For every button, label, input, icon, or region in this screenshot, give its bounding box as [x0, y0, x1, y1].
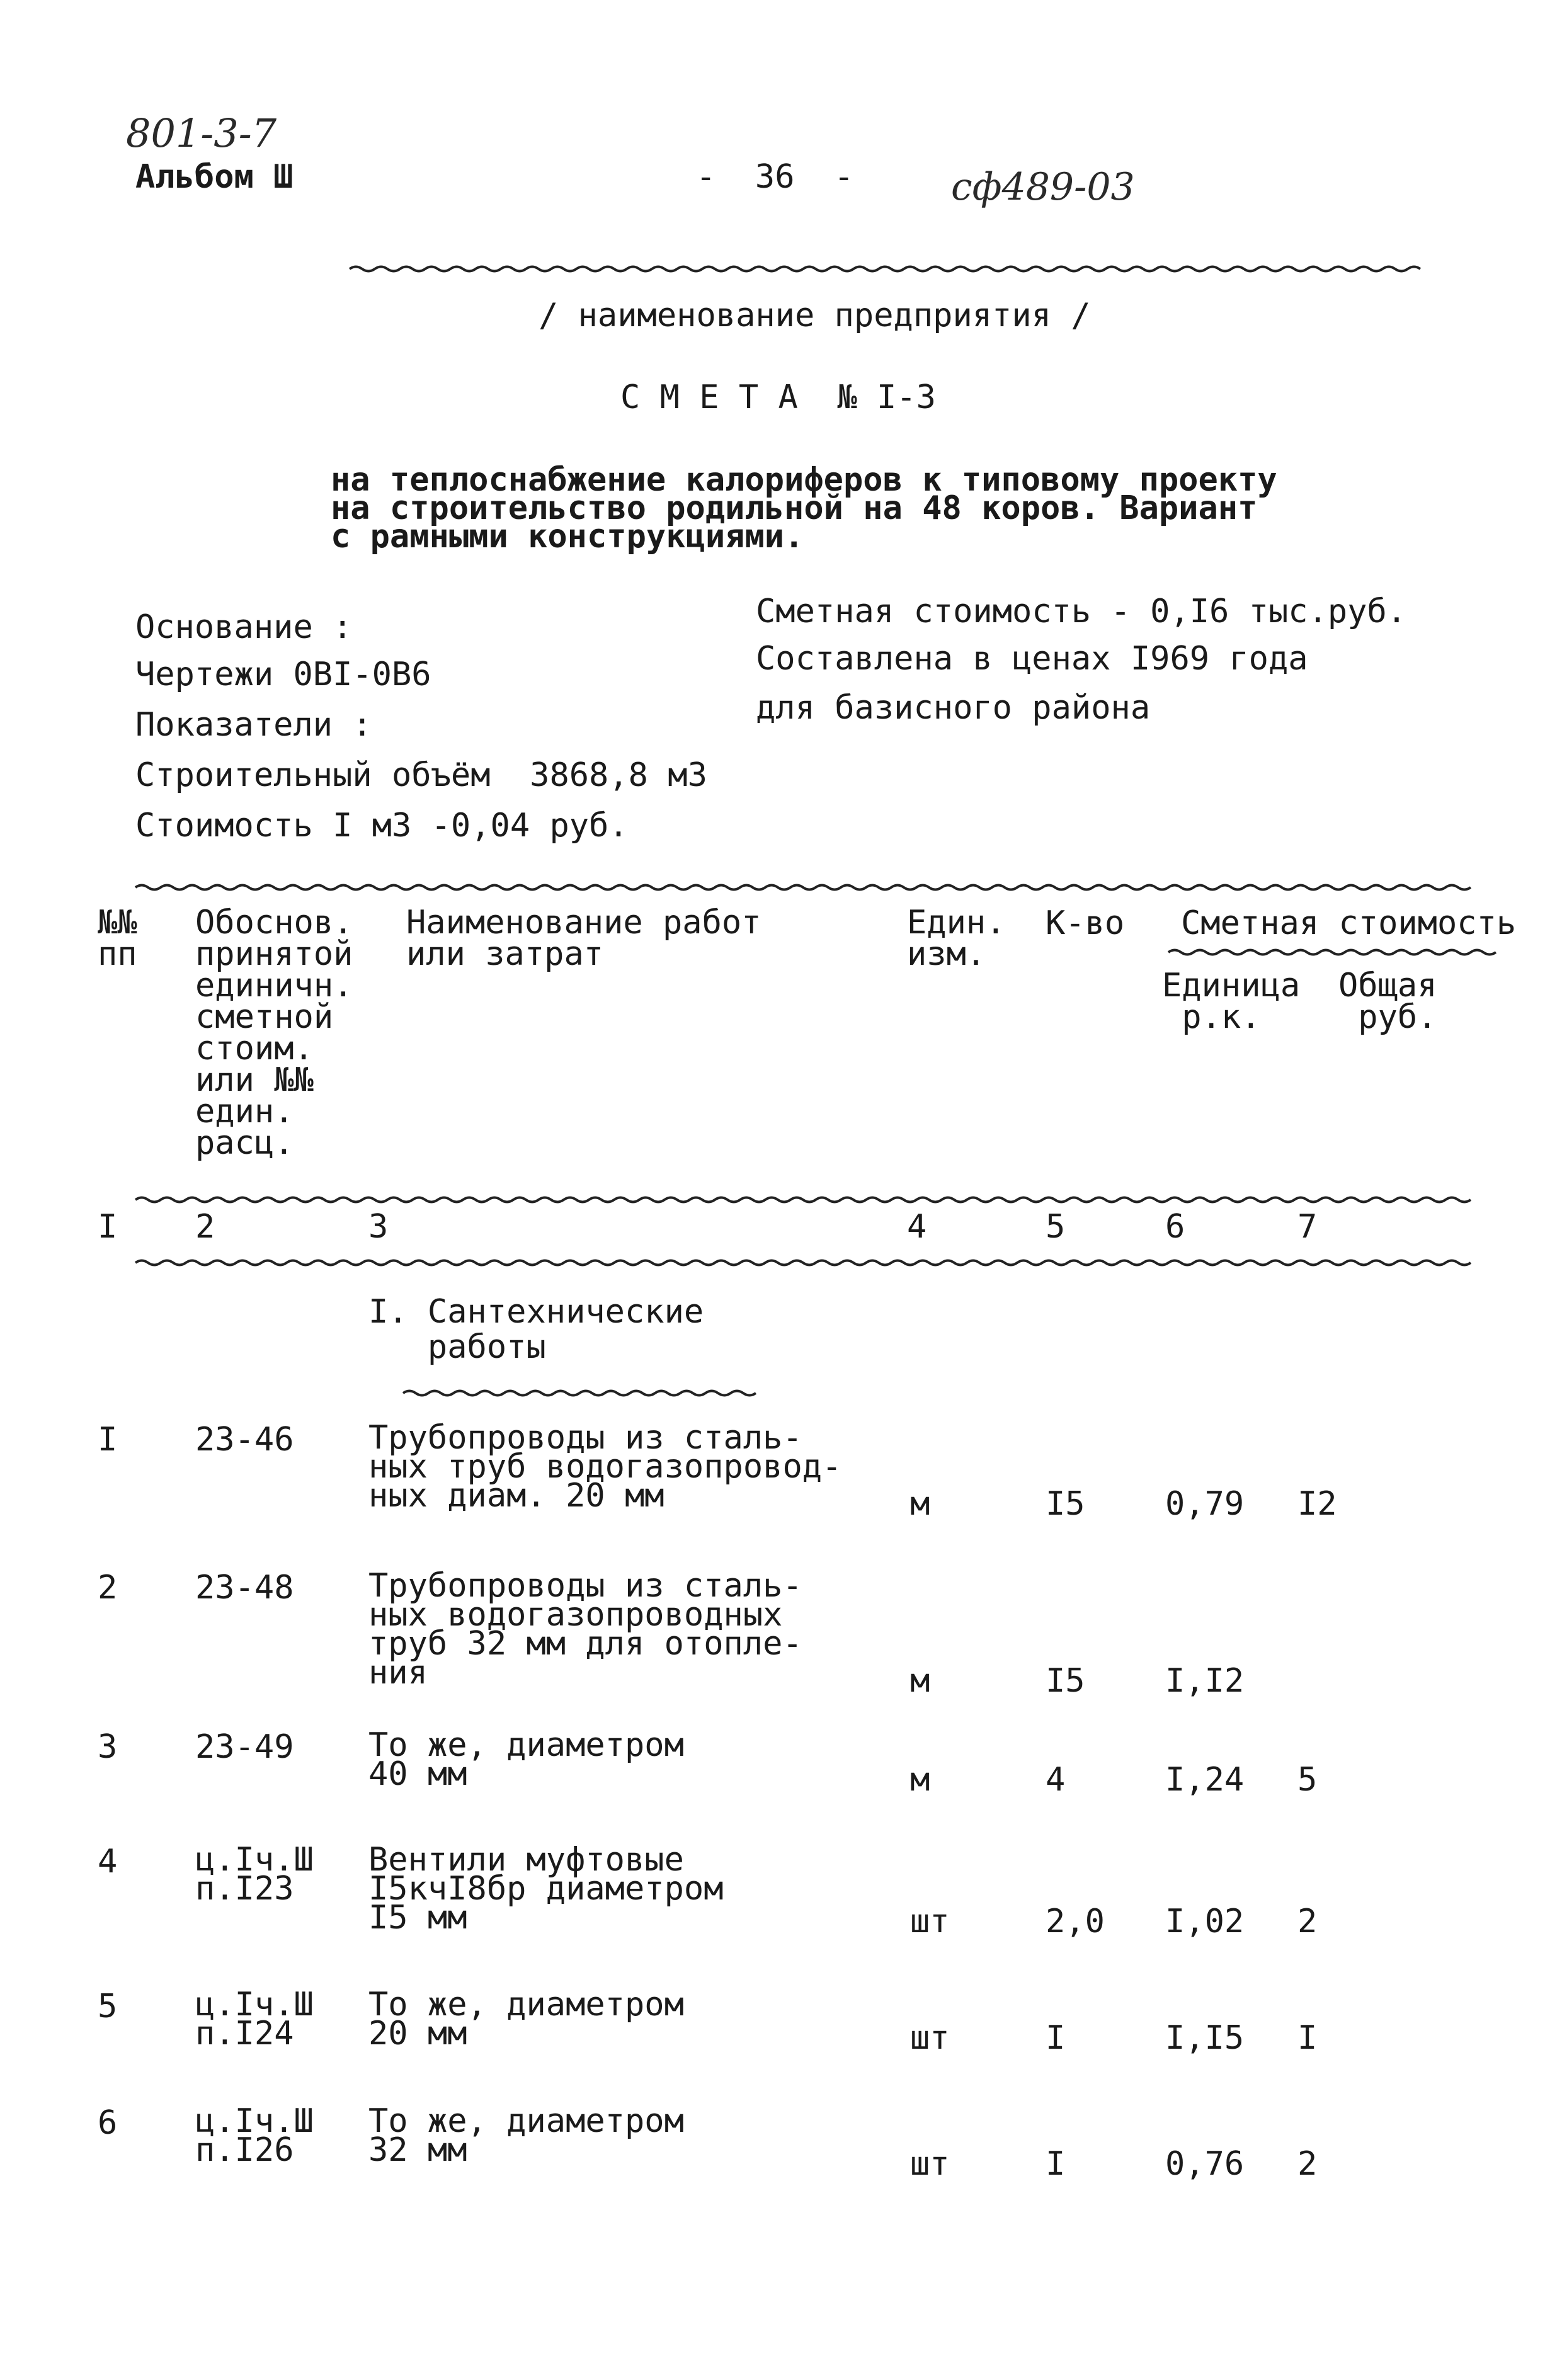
row-total: 2	[1297, 2145, 1318, 2183]
row-unit: шт	[910, 1903, 950, 1940]
row-code: 23-46	[195, 1421, 294, 1459]
row-price: 0,76	[1165, 2145, 1245, 2183]
header-num: №№ пп	[98, 904, 137, 973]
header-unit-cost: Единица р.к.	[1162, 967, 1301, 1036]
row-unit: м	[910, 1662, 930, 1700]
indicators-label: Показатели :	[135, 706, 372, 744]
row-name: Трубопроводы из сталь- ных водогазопроводных труб 32 мм для отопле- ния	[368, 1567, 802, 1692]
row-name: То же, диаметром 40 мм	[368, 1726, 684, 1793]
row-qty: I	[1046, 2019, 1066, 2057]
row-number: I	[98, 1421, 118, 1459]
header-qty: К-во	[1046, 904, 1125, 942]
album-label: Альбом Ш	[135, 158, 294, 196]
price-basis: Составлена в ценах I969 года	[756, 640, 1308, 678]
handwritten-stamp: сф489-03	[951, 165, 1135, 209]
row-code: 23-48	[195, 1569, 294, 1607]
row-number: 2	[98, 1569, 118, 1607]
row-name: Трубопроводы из сталь- ных труб водогазопровод- ных диам. 20 мм	[368, 1419, 842, 1515]
region-basis: для базисного района	[756, 689, 1151, 727]
unit-cost: Стоимость I м3 -0,04 руб.	[135, 807, 629, 845]
row-price: 0,79	[1165, 1485, 1245, 1523]
header-total: Общая руб.	[1338, 967, 1437, 1036]
header-basis: Обоснов. принятой единичн. сметной стоим. или №№ един. расц.	[195, 904, 353, 1162]
col-number: 5	[1046, 1208, 1066, 1246]
row-number: 5	[98, 1988, 118, 2025]
row-qty: I5	[1046, 1662, 1085, 1700]
section-underline	[403, 1389, 756, 1398]
building-volume: Строительный объём 3868,8 м3	[135, 756, 707, 794]
table-top-rule	[135, 883, 1477, 892]
header-rule	[350, 265, 1420, 273]
header-unit: Един. изм.	[907, 904, 1006, 973]
row-name: То же, диаметром 20 мм	[368, 1986, 684, 2053]
colnum-bottom-rule	[135, 1258, 1477, 1267]
row-qty: 2,0	[1046, 1903, 1105, 1940]
row-total: 2	[1297, 1903, 1318, 1940]
row-number: 4	[98, 1843, 118, 1881]
row-code: ц.Iч.Ш п.I23	[195, 1841, 314, 1908]
row-unit: шт	[910, 2019, 950, 2057]
row-qty: I5	[1046, 1485, 1085, 1523]
row-qty: 4	[1046, 1761, 1066, 1799]
basis-drawings: Чертежи 0BI-0B6	[135, 656, 431, 693]
row-price: I,I5	[1165, 2019, 1245, 2057]
col-number: I	[98, 1208, 118, 1246]
row-code: ц.Iч.Ш п.I24	[195, 1986, 314, 2053]
row-price: I,02	[1165, 1903, 1245, 1940]
col-number: 4	[907, 1208, 927, 1246]
row-price: I,24	[1165, 1761, 1245, 1799]
row-unit: шт	[910, 2145, 950, 2183]
cost-subheader-rule	[1168, 948, 1496, 957]
row-total: I2	[1297, 1485, 1337, 1523]
col-number: 6	[1165, 1208, 1185, 1246]
page-number: - 36 -	[696, 158, 854, 196]
document-title: С М Е Т А № I-3	[620, 379, 936, 416]
header-name: Наименование работ или затрат	[406, 904, 761, 973]
row-number: 3	[98, 1728, 118, 1766]
row-unit: м	[910, 1485, 930, 1523]
basis-label: Основание :	[135, 608, 353, 646]
row-total: I	[1297, 2019, 1318, 2057]
row-code: 23-49	[195, 1728, 294, 1766]
enterprise-placeholder: / наименование предприятия /	[539, 297, 1091, 334]
row-total: 5	[1297, 1761, 1318, 1799]
section-title: I. Сантехнические работы	[368, 1293, 704, 1366]
header-bottom-rule	[135, 1195, 1477, 1204]
row-unit: м	[910, 1761, 930, 1799]
row-number: 6	[98, 2104, 118, 2142]
col-number: 2	[195, 1208, 215, 1246]
header-cost: Сметная стоимость	[1181, 904, 1517, 942]
handwritten-code: 801-3-7	[126, 110, 277, 156]
col-number: 3	[368, 1208, 389, 1246]
row-qty: I	[1046, 2145, 1066, 2183]
estimated-cost: Сметная стоимость - 0,I6 тыс.руб.	[756, 593, 1407, 630]
row-name: Вентили муфтовые I5кчI8бр диаметром I5 мм	[368, 1841, 724, 1937]
document-subject: на теплоснабжение калориферов к типовому проекту на строительство родильной на 48 коров. Вариант с рамными конструкциями.	[331, 461, 1277, 555]
row-name: То же, диаметром 32 мм	[368, 2102, 684, 2169]
row-price: I,I2	[1165, 1662, 1245, 1700]
row-code: ц.Iч.Ш п.I26	[195, 2102, 314, 2169]
col-number: 7	[1297, 1208, 1318, 1246]
